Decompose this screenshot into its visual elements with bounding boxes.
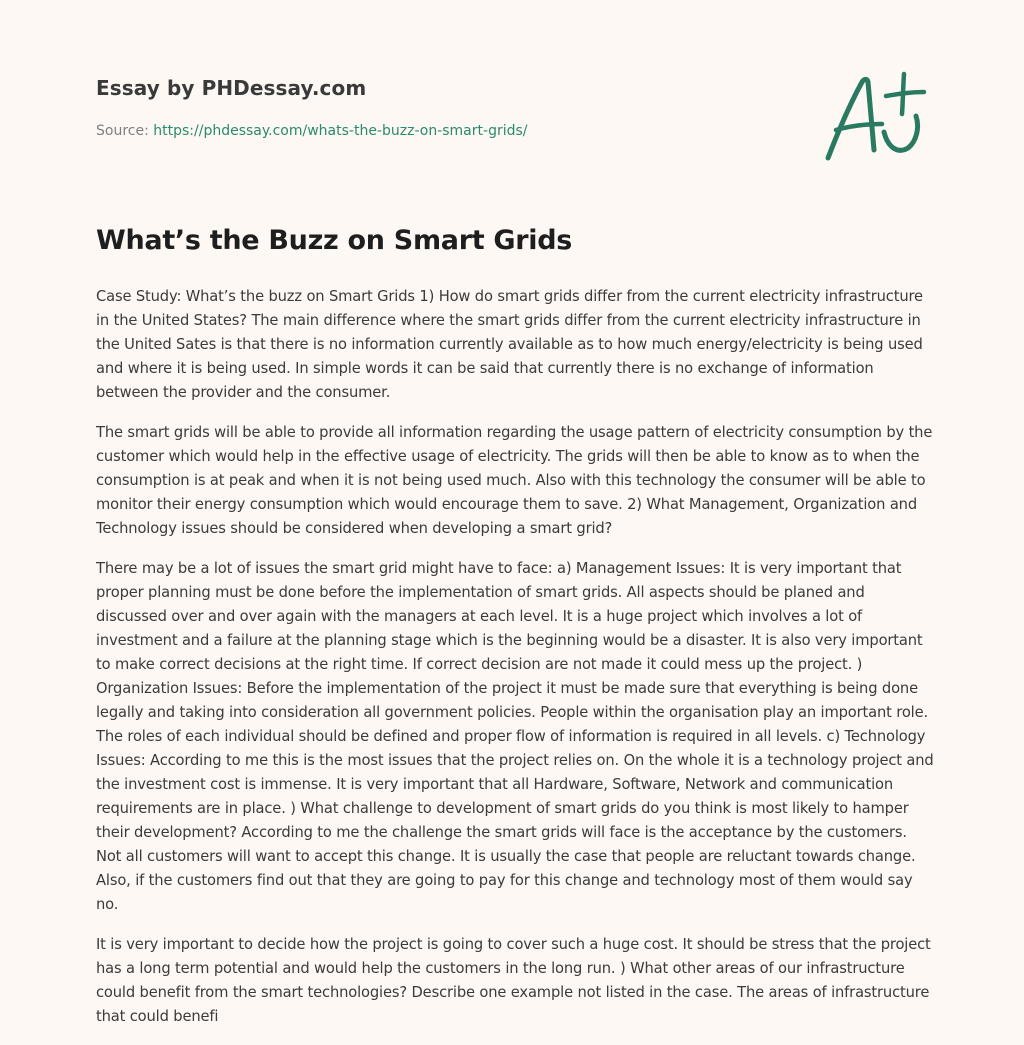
- source-line: [96, 123, 528, 139]
- a-plus-logo-icon: [820, 66, 928, 168]
- essay-paragraph: The smart grids will be able to provide all information regarding the usage pattern of electricity consumption by the customer which would help in the effective usage of electricity. The grids will then be able to know as to when the consumption is at peak and when it is not being used much. Also with this technology the consumer will be able to monitor their energy consumption which would encourage them to save. 2) What Management, Organization and Technology issues should be considered when developing a smart grid?: [96, 424, 933, 537]
- essay-paragraph: Case Study: What’s the buzz on Smart Grids 1) How do smart grids differ from the current electricity infrastructure in the United States? The main difference where the smart grids differ from the current electricity infrastructure in the United Sates is that there is no information currently available as to how much energy/electricity is being used and where it is being used. In simple words it can be said that currently there is no exchange of information between the provider and the consumer.: [96, 288, 923, 401]
- site-brand: Essay by PHDessay.com: [96, 76, 367, 100]
- essay-paragraph: There may be a lot of issues the smart grid might have to face: a) Management Issues: It is very important that proper planning must be done before the implementation of smart grids. All aspects should be planed and discussed over and over again with the managers at each level. It is a huge project which involves a lot of investment and a failure at the planning stage which is the beginning would be a disaster. It is also very important to make correct decisions at the right time. If correct decision are not made it could mess up the project. ) Organization Issues: Before the implementation of the project it must be made sure that everything is being done legally and taking into consideration all government policies. People within the organisation play an important role. The roles of each individual should be defined and proper flow of information is required in all levels. c) Technology Issues: According to me this is the most issues that the project relies on. On the whole it is a technology project and the investment cost is immense. It is very important that all Hardware, Software, Network and communication requirements are in place. ) What challenge to development of smart grids do you think is most likely to hamper their development? According to me the challenge the smart grids will face is the acceptance by the customers. Not all customers will want to accept this change. It is usually the case that people are reluctant towards change. Also, if the customers find out that they are going to pay for this change and technology most of them would say no.: [96, 560, 934, 913]
- essay-title: What’s the Buzz on Smart Grids: [96, 225, 573, 256]
- source-label: Source:: [96, 123, 154, 139]
- essay-paragraph: It is very important to decide how the project is going to cover such a huge cost. It should be stress that the project has a long term potential and would help the customers in the long run. ) What other areas of our infrastructure could benefit from the smart technologies? Describe one example not listed in the case. The areas of infrastructure that could benefi: [96, 936, 931, 1025]
- source-link[interactable]: https://phdessay.com/whats-the-buzz-on-smart-grids/: [153, 123, 528, 139]
- essay-body: [96, 285, 936, 1045]
- essay-page: [96, 0, 936, 1044]
